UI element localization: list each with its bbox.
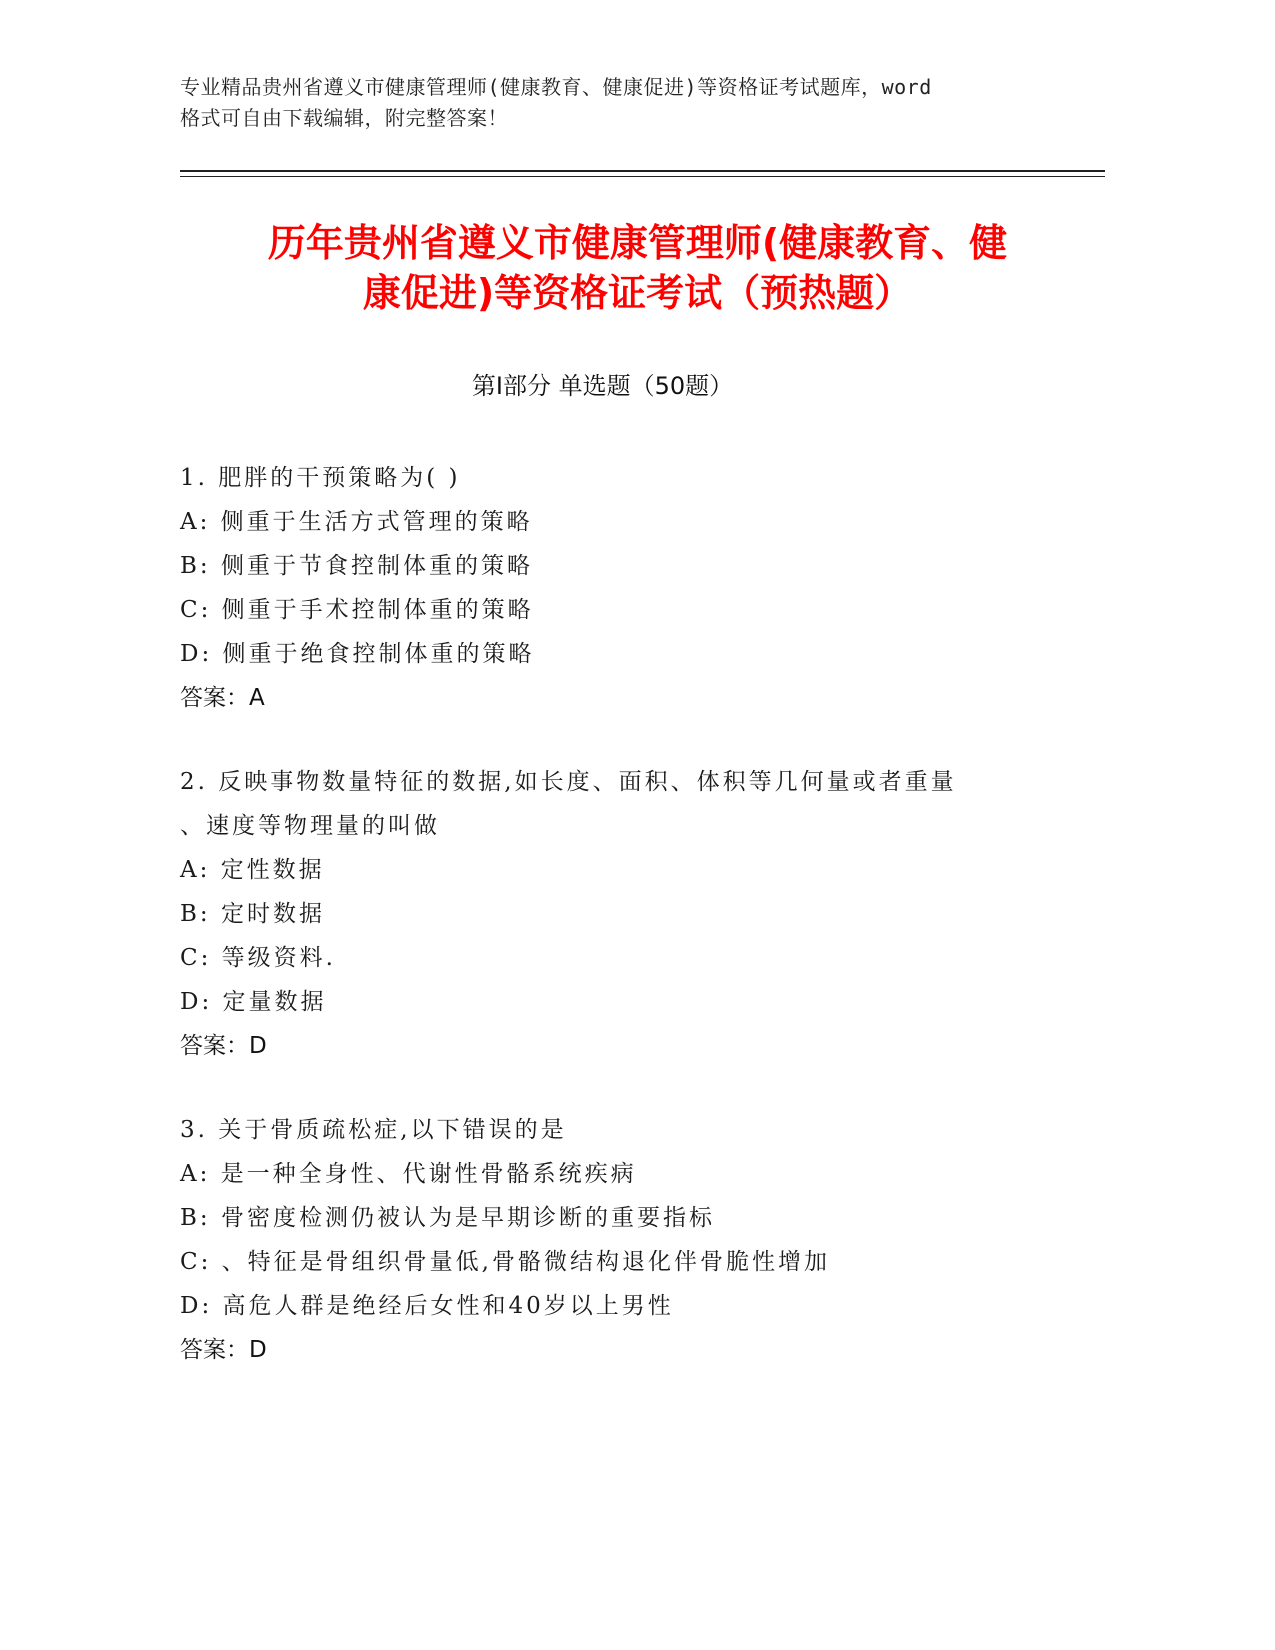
option-c: C: 、特征是骨组织骨量低,骨骼微结构退化伴骨脆性增加 [180,1249,830,1275]
question-1 [180,456,1080,720]
option-b: B: 定时数据 [180,901,325,927]
question-2 [180,760,1080,1068]
question-stem: 2. 反映事物数量特征的数据,如长度、面积、体积等几何量或者重量 [180,769,957,795]
question-3 [180,1108,1080,1372]
option-a: A: 是一种全身性、代谢性骨骼系统疾病 [180,1161,637,1187]
question-stem: 3. 关于骨质疏松症,以下错误的是 [180,1117,567,1143]
answer: 答案：D [180,1033,267,1059]
option-b: B: 骨密度检测仍被认为是早期诊断的重要指标 [180,1205,715,1231]
header-divider [180,170,1105,172]
option-c: C: 侧重于手术控制体重的策略 [180,597,534,623]
option-d: D: 定量数据 [180,989,327,1015]
option-c: C: 等级资料. [180,945,336,971]
option-d: D: 侧重于绝食控制体重的策略 [180,641,535,667]
option-a: A: 定性数据 [180,857,325,883]
question-list [180,456,1080,1412]
section-title: 第Ⅰ部分 单选题（50题） [471,372,734,400]
header-note [180,72,1080,134]
answer: 答案：A [180,685,265,711]
option-d: D: 高危人群是绝经后女性和40岁以上男性 [180,1293,674,1319]
header-divider-thin [180,176,1105,177]
question-stem-continued: 、速度等物理量的叫做 [180,813,440,839]
question-stem: 1. 肥胖的干预策略为( ) [180,465,461,491]
option-b: B: 侧重于节食控制体重的策略 [180,553,533,579]
header-note-line: 专业精品贵州省遵义市健康管理师(健康教育、健康促进)等资格证考试题库，word [180,75,932,99]
document-title-line: 康促进)等资格证考试（预热题） [362,271,913,315]
answer: 答案：D [180,1337,267,1363]
document-title [150,218,1125,318]
option-a: A: 侧重于生活方式管理的策略 [180,509,533,535]
document-title-line: 历年贵州省遵义市健康管理师(健康教育、健 [267,221,1008,265]
header-note-line: 格式可自由下载编辑，附完整答案！ [180,106,508,130]
